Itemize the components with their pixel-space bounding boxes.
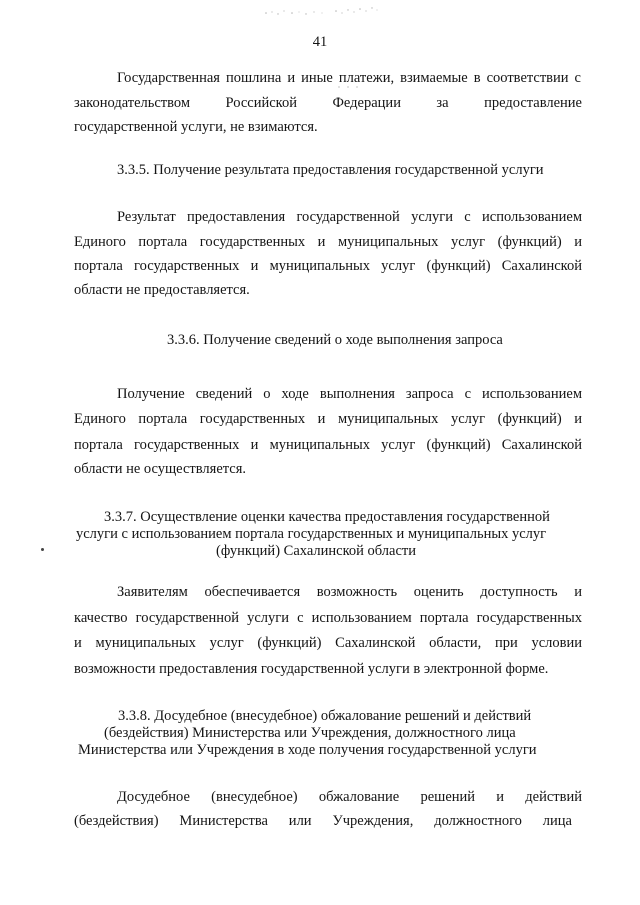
margin-mark <box>41 548 44 551</box>
heading-3-3-7-line3: (функций) Сахалинской области <box>216 543 416 559</box>
para5-line1: Досудебное (внесудебное) обжалование решений и действий <box>117 789 582 805</box>
heading-3-3-8-line1: 3.3.8. Досудебное (внесудебное) обжалование решений и действий <box>118 708 532 724</box>
para1-line3: государственной услуги, не взимаются. <box>74 119 318 135</box>
para3-line3: портала государственных и муниципальных услуг (функций) Сахалинской <box>74 437 582 453</box>
para2-line1: Результат предоставления государственной услуги с использованием <box>117 209 582 225</box>
para4-line3: и муниципальных услуг (функций) Сахалинской области, при условии <box>74 635 582 651</box>
scan-noise <box>262 4 382 18</box>
page-number: 41 <box>312 34 328 50</box>
heading-3-3-7-line1: 3.3.7. Осуществление оценки качества предоставления государственной <box>104 509 550 525</box>
para5-line2: (бездействия) Министерства или Учреждения, должностного лица <box>74 813 572 829</box>
para4-line2: качество государственной услуги с использованием портала государственных <box>74 610 582 626</box>
heading-3-3-8-line2: (бездействия) Министерства или Учреждения, должностного лица <box>104 725 516 741</box>
heading-3-3-5: 3.3.5. Получение результата предоставления государственной услуги <box>117 162 544 178</box>
para2-line2: Единого портала государственных и муниципальных услуг (функций) и <box>74 234 582 250</box>
para3-line4: области не осуществляется. <box>74 461 246 477</box>
para1-line2: законодательством Российской Федерации за предоставление <box>74 95 582 111</box>
para1-line1: Государственная пошлина и иные платежи, взимаемые в соответствии с <box>117 70 581 86</box>
heading-3-3-6: 3.3.6. Получение сведений о ходе выполнения запроса <box>167 332 503 348</box>
para2-line3: портала государственных и муниципальных услуг (функций) Сахалинской <box>74 258 582 274</box>
para4-line4: возможности предоставления государственной услуги в электронной форме. <box>74 661 549 677</box>
para3-line2: Единого портала государственных и муниципальных услуг (функций) и <box>74 411 582 427</box>
para4-line1: Заявителям обеспечивается возможность оценить доступность и <box>117 584 582 600</box>
para3-line1: Получение сведений о ходе выполнения запроса с использованием <box>117 386 582 402</box>
para2-line4: области не предоставляется. <box>74 282 250 298</box>
heading-3-3-8-line3: Министерства или Учреждения в ходе получения государственной услуги <box>78 742 537 758</box>
heading-3-3-7-line2: услуги с использованием портала государственных и муниципальных услуг <box>76 526 547 542</box>
